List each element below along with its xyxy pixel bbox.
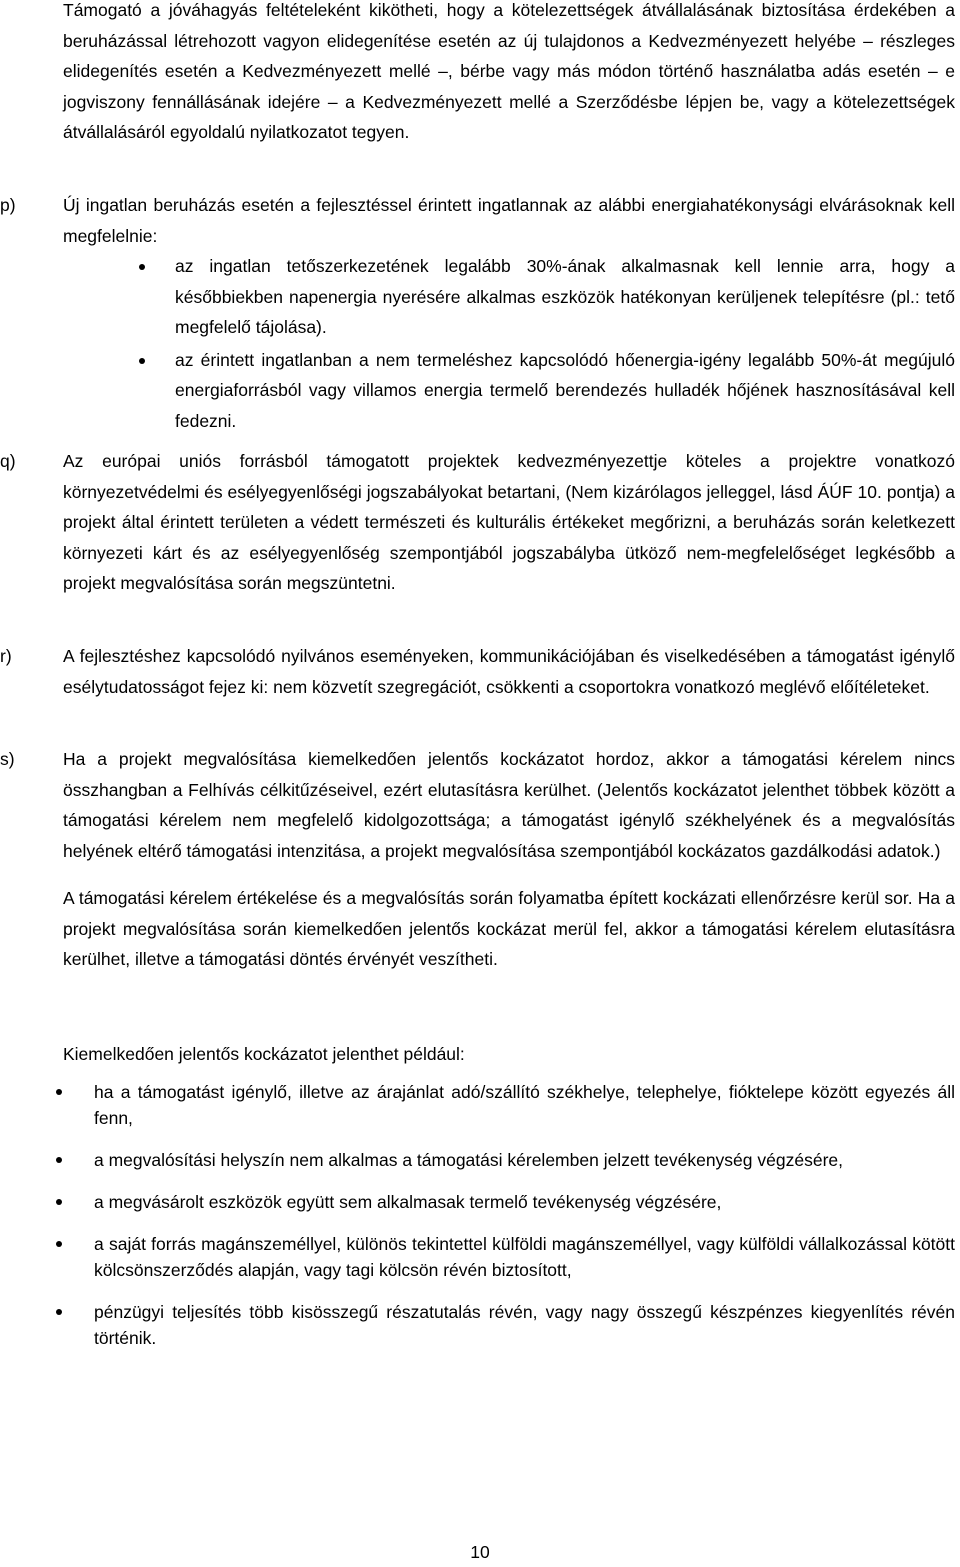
bullet-icon: [56, 1089, 62, 1095]
list-item: [94, 1147, 955, 1173]
item-label-s: s): [0, 749, 15, 769]
list-item: [94, 1079, 955, 1131]
item-text-s: Ha a projekt megvalósítása kiemelkedően jelentős kockázatot hordoz, akkor a támogatási kérelem nincs összhangban a Felhívás célkitűzéseivel, ezért elutasításra kerülhet. (Jelentős kockázatot jelenthet többek között a támogatási kérelem nem megfelelő kidolgozottsága; a támogatást igénylő székhelyének és a megvalósítás helyének eltérő támogatási intenzitása, a projekt megvalósítása szempontjából kockázatos gazdálkodási adatok.): [63, 749, 955, 861]
list-item: [94, 1231, 955, 1283]
list-item: [94, 1189, 955, 1215]
list-item: [175, 345, 955, 437]
bullet-icon: [139, 358, 145, 364]
item-text-p: Új ingatlan beruházás esetén a fejlesztéssel érintett ingatlannak az alábbi energiahatékonysági elvárásoknak kell megfelelnie:: [63, 195, 955, 246]
list-item-text: a megvalósítási helyszín nem alkalmas a támogatási kérelemben jelzett tevékenység végzésére,: [94, 1150, 843, 1170]
list-item-text: az ingatlan tetőszerkezetének legalább 30%-ának alkalmasnak kell lennie arra, hogy a későbbiekben napenergia nyerésére alkalmas eszközök hatékonyan kerüljenek telepítésre (pl.: tető megfelelő tájolása).: [175, 256, 955, 337]
item-paragraph-s-2: A támogatási kérelem értékelése és a megvalósítás során folyamatba épített kockázati ellenőrzésre kerül sor. Ha a projekt megvalósítása során kiemelkedően jelentős kockázat merül fel, akkor a támogatási kérelem elutasításra kerülhet, illetve a támogatási döntés érvényét veszítheti.: [63, 888, 955, 969]
item-label-p: p): [0, 195, 16, 215]
item-text-q: Az európai uniós forrásból támogatott projektek kedvezményezettje köteles a projektre vonatkozó környezetvédelmi és esélyegyenlőségi jogszabályokat betartani, (Nem kizárólagos jelleggel, lásd ÁÚF 10. pontja) a projekt által érintett területen a védett természeti és kulturális értékeket megőrizni, a beruházás során keletkezett környezeti kárt és az esélyegyenlőség szempontjából jogszabályba ütköző nem-megfelelőséget legkésőbb a projekt megvalósítása során megszüntetni.: [63, 451, 955, 593]
item-paragraph-s-3: Kiemelkedően jelentős kockázatot jelenthet például:: [63, 1044, 465, 1064]
list-item-text: pénzügyi teljesítés több kisösszegű részatutalás révén, vagy nagy összegű készpénzes kiegyenlítés révén történik.: [94, 1302, 955, 1348]
bullet-icon: [56, 1241, 62, 1247]
list-item-text: a saját forrás magánszeméllyel, különös tekintettel külföldi magánszeméllyel, vagy külföldi vállalkozással kötött kölcsönszerződés alapján, vagy tagi kölcsön révén biztosított,: [94, 1234, 955, 1280]
bullet-icon: [56, 1157, 62, 1163]
list-item-text: ha a támogatást igénylő, illetve az árajánlat adó/szállító székhelye, telephelye, fióktelepe között egyezés áll fenn,: [94, 1082, 955, 1128]
item-label-r: r): [0, 646, 12, 666]
risk-examples-list: [94, 1079, 955, 1351]
bullet-icon: [56, 1309, 62, 1315]
list-item-text: az érintett ingatlanban a nem termeléshez kapcsolódó hőenergia-igény legalább 50%-át megújuló energiaforrásból vagy villamos energia termelő berendezés hulladék hőjének hasznosításával kell fedezni.: [175, 349, 955, 431]
list-item-text: a megvásárolt eszközök együtt sem alkalmasak termelő tevékenység végzésére,: [94, 1192, 722, 1212]
item-label-q: q): [0, 451, 16, 471]
intro-paragraph: Támogató a jóváhagyás feltételeként kikötheti, hogy a kötelezettségek átvállalásának biztosítása érdekében a beruházással létrehozott vagyon elidegenítése esetén az új tulajdonos a Kedvezményezett helyébe – részleges elidegenítés esetén a Kedvezményezett mellé –, bérbe vagy más módon történő használatba adás esetén – e jogviszony fennállásának idejére – a Kedvezményezett mellé a Szerződésbe lépjen be, vagy a kötelezettségek átvállalásáról egyoldalú nyilatkozatot tegyen.: [63, 0, 955, 142]
bullet-icon: [56, 1199, 62, 1205]
page-number: 10: [470, 1542, 490, 1562]
item-text-r: A fejlesztéshez kapcsolódó nyilvános eseményeken, kommunikációjában és viselkedésében a támogatást igénylő esélytudatosságot fejez ki: nem közvetít szegregációt, csökkenti a csoportokra vonatkozó meglévő előítéleteket.: [63, 646, 955, 697]
energy-requirements-list: [175, 251, 955, 436]
list-item: [175, 251, 955, 343]
bullet-icon: [139, 264, 145, 270]
list-item: [94, 1299, 955, 1351]
